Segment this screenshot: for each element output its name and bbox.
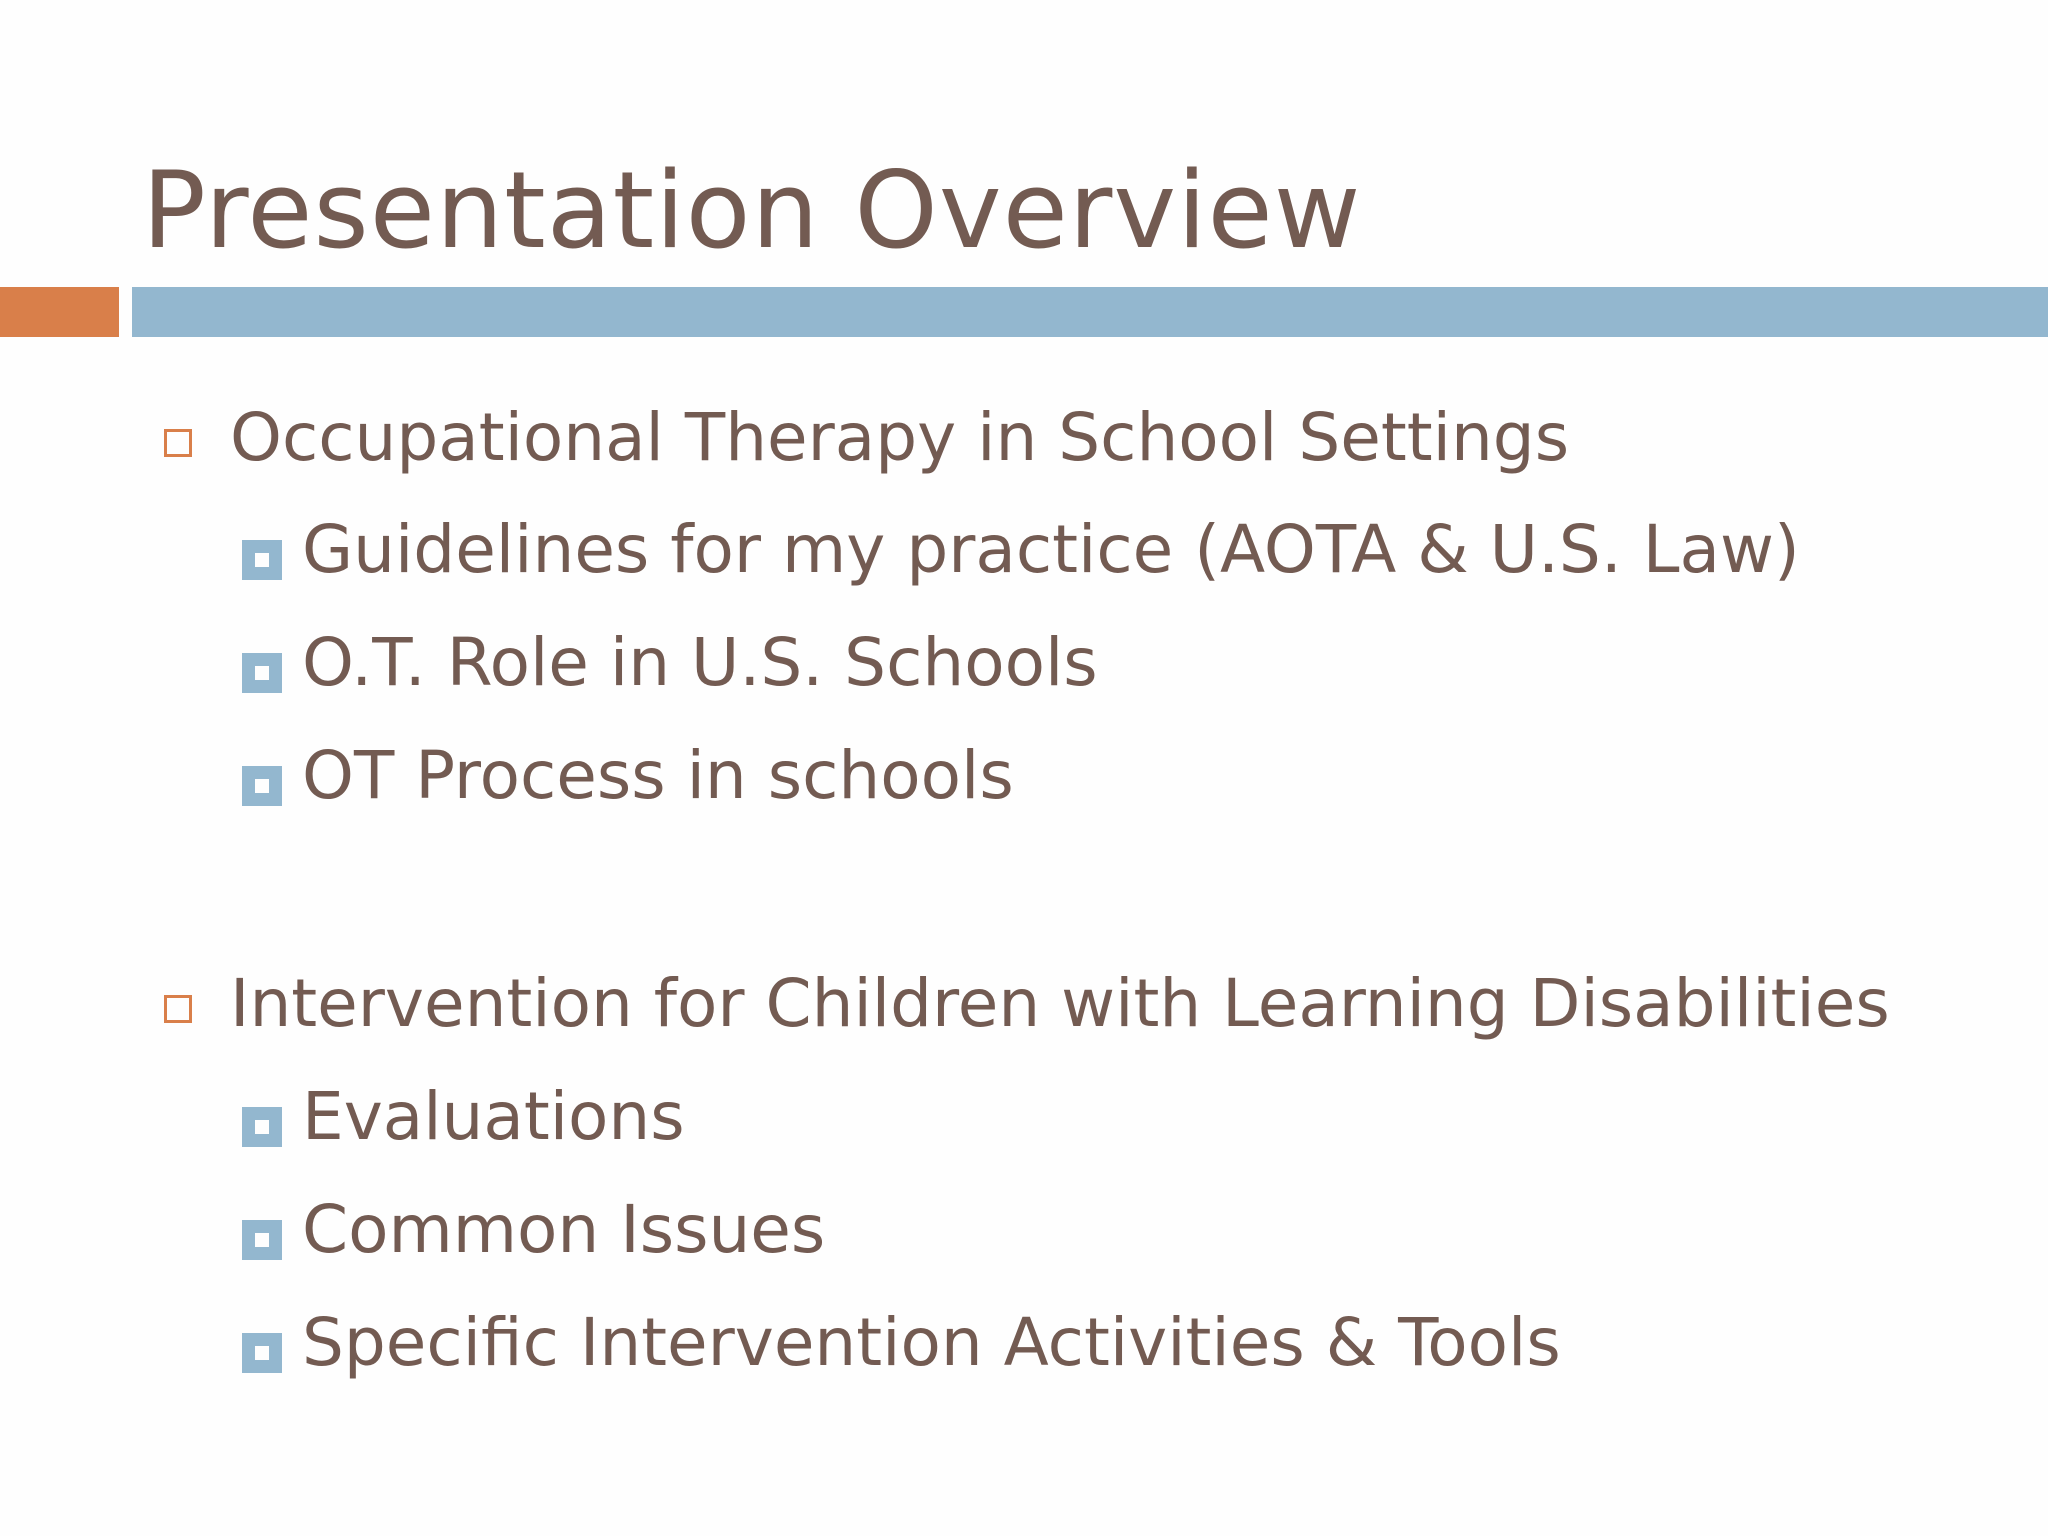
- bullet-section-heading: [160, 399, 1570, 476]
- filled-square-bullet-icon: [242, 766, 282, 806]
- square-bullet-icon: [164, 995, 192, 1023]
- filled-square-bullet-icon: [242, 540, 282, 580]
- bullet-text: Occupational Therapy in School Settings: [230, 399, 1570, 476]
- filled-square-bullet-icon: [242, 1107, 282, 1147]
- sub-bullet-item: [242, 624, 1098, 701]
- slide-title: Presentation Overview: [142, 149, 1362, 272]
- sub-bullet-item: [242, 1304, 1561, 1381]
- filled-square-bullet-icon: [242, 653, 282, 693]
- sub-bullet-text: O.T. Role in U.S. Schools: [302, 624, 1098, 701]
- sub-bullet-item: [242, 1191, 826, 1268]
- filled-square-bullet-icon: [242, 1333, 282, 1373]
- sub-bullet-item: [242, 737, 1014, 814]
- sub-bullet-text: Specific Intervention Activities & Tools: [302, 1304, 1561, 1381]
- sub-bullet-text: OT Process in schools: [302, 737, 1014, 814]
- sub-bullet-text: Evaluations: [302, 1078, 685, 1155]
- bullet-text: Intervention for Children with Learning Disabilities: [230, 965, 1890, 1042]
- filled-square-bullet-icon: [242, 1220, 282, 1260]
- sub-bullet-item: [242, 1078, 685, 1155]
- bullet-section-heading: [160, 965, 1890, 1042]
- square-bullet-icon: [164, 429, 192, 457]
- sub-bullet-text: Common Issues: [302, 1191, 826, 1268]
- sub-bullet-item: [242, 511, 1800, 588]
- sub-bullet-text: Guidelines for my practice (AOTA & U.S. Law): [302, 511, 1800, 588]
